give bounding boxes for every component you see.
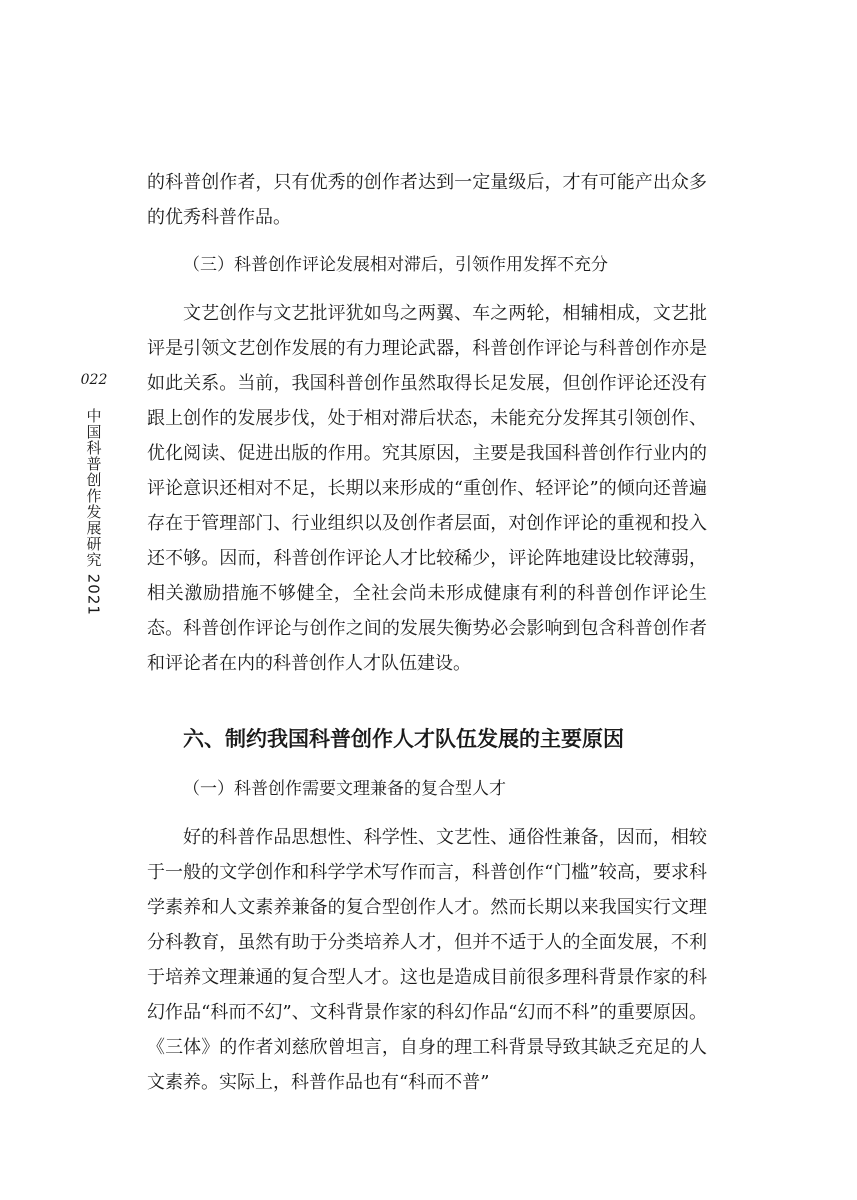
running-title: 中国科普创作发展研究 2021	[84, 408, 103, 616]
page-body	[147, 165, 707, 1100]
paragraph-criticism: 文艺创作与文艺批评犹如鸟之两翼、车之两轮，相辅相成，文艺批评是引领文艺创作发展的有力理论武器，科普创作评论与科普创作亦是如此关系。当前，我国科普创作虽然取得长足发展，但创作评论还没有跟上创作的发展步伐，处于相对滞后状态，未能充分发挥其引领创作、优化阅读、促进出版的作用。究其原因，主要是我国科普创作行业内的评论意识还相对不足，长期以来形成的“重创作、轻评论”的倾向还普遍存在于管理部门、行业组织以及创作者层面，对创作评论的重视和投入还不够。因而，科普创作评论人才比较稀少，评论阵地建设比较薄弱，相关激励措施不够健全，全社会尚未形成健康有利的科普创作评论生态。科普创作评论与创作之间的发展失衡势必会影响到包含科普创作者和评论者在内的科普创作人才队伍建设。	[147, 303, 707, 674]
paragraph-continuation: 的科普创作者，只有优秀的创作者达到一定量级后，才有可能产出众多的优秀科普作品。	[147, 172, 707, 228]
page-sidebar	[82, 372, 106, 616]
subheading-one: （一）科普创作需要文理兼备的复合型人才	[183, 779, 506, 799]
page-number: 022	[80, 372, 108, 388]
section-heading: 六、制约我国科普创作人才队伍发展的主要原因	[183, 727, 624, 751]
paragraph-talent: 好的科普作品思想性、科学性、文艺性、通俗性兼备，因而，相较于一般的文学创作和科学学术写作而言，科普创作“门槛”较高，要求科学素养和人文素养兼备的复合型创作人才。然而长期以来我国实行文理分科教育，虽然有助于分类培养人才，但并不适于人的全面发展，不利于培养文理兼通的复合型人才。这也是造成目前很多理科背景作家的科幻作品“科而不幻”、文科背景作家的科幻作品“幻而不科”的重要原因。《三体》的作者刘慈欣曾坦言，自身的理工科背景导致其缺乏充足的人文素养。实际上，科普作品也有“科而不普”	[147, 827, 707, 1093]
subheading-three: （三）科普创作评论发展相对滞后，引领作用发挥不充分	[183, 255, 608, 275]
